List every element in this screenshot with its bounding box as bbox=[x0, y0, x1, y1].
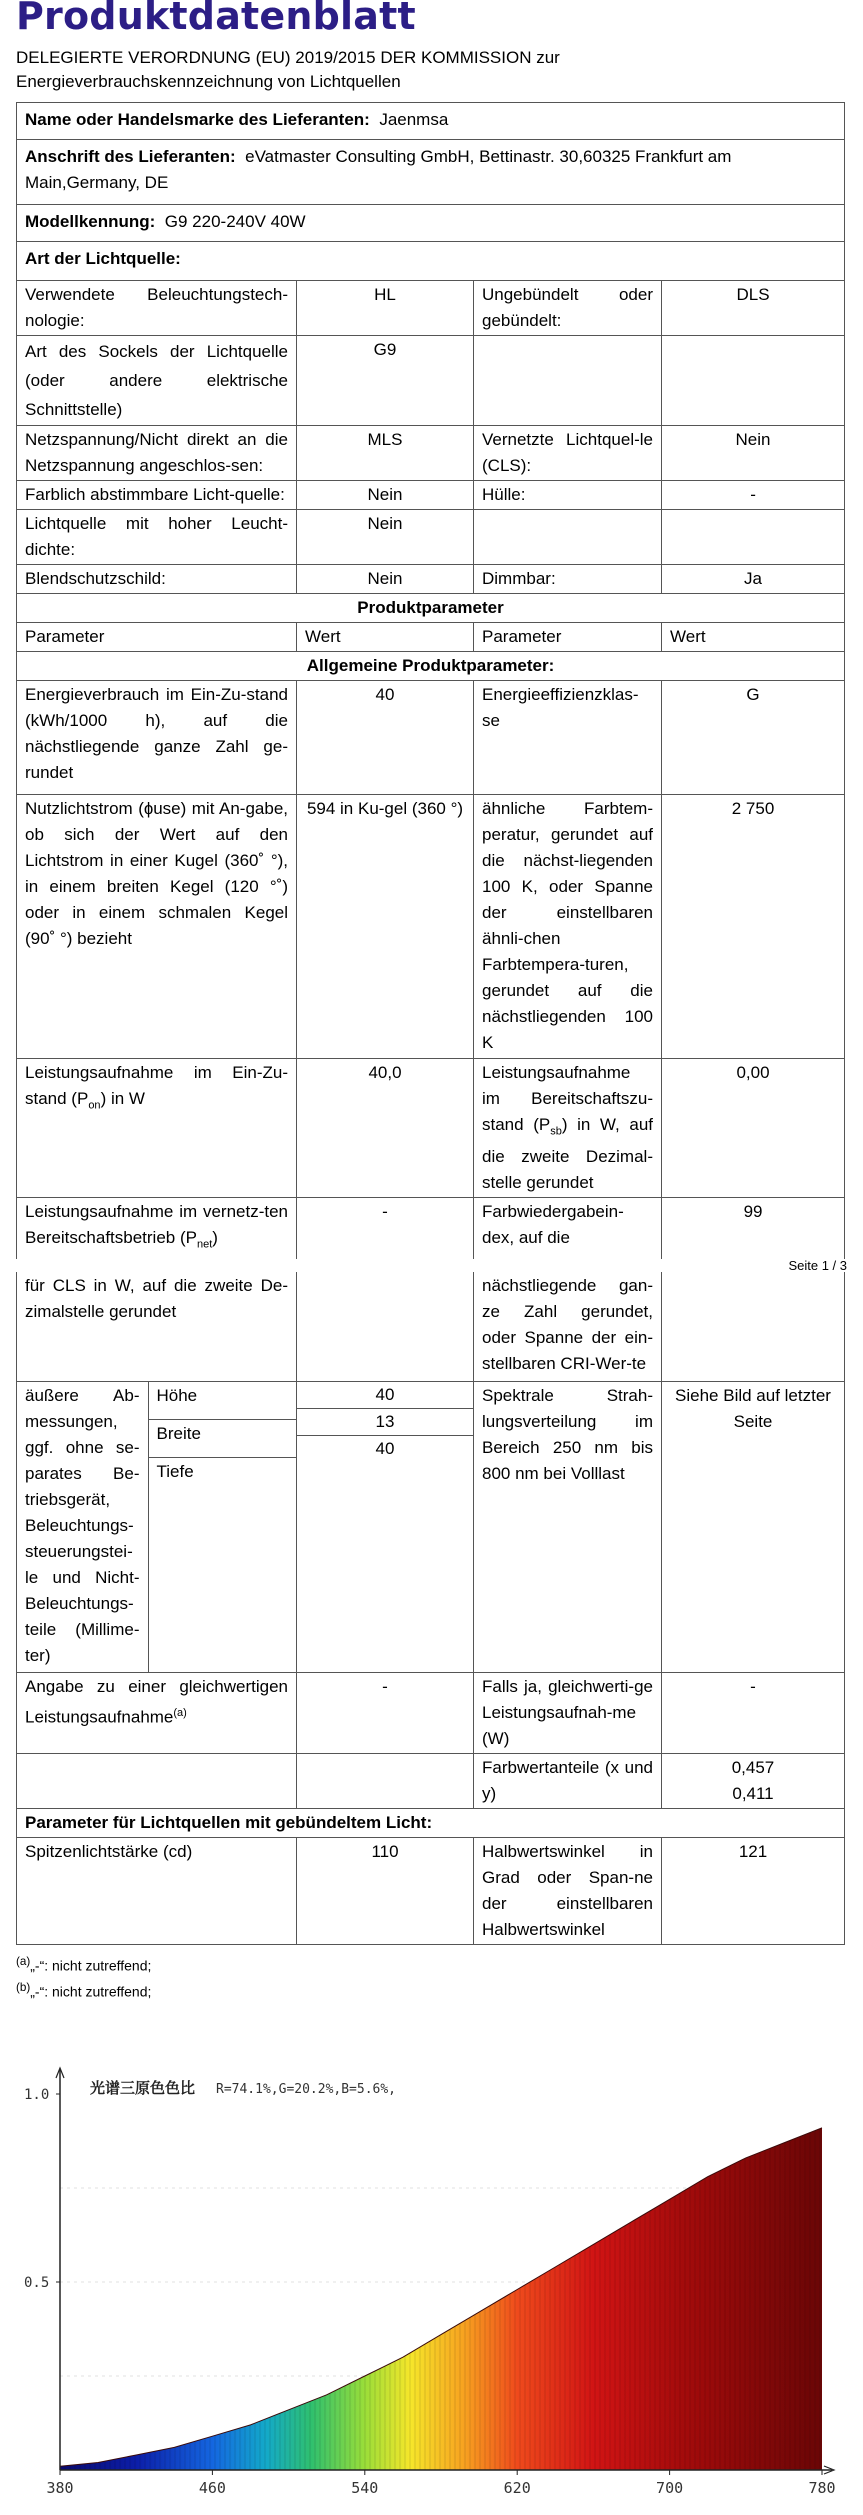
y-tick-label: 0.5 bbox=[24, 2275, 50, 2291]
dimensions-label: äußere Ab-messungen, ggf. ohne se-parates Be-triebsgerät, Beleuchtungs-steuerungstei-le und Nicht-Beleuchtungs-teile (Millime-ter) bbox=[17, 1382, 148, 1672]
footnote-text: „-“: nicht zutreffend; bbox=[30, 1957, 152, 1974]
param-label bbox=[474, 1059, 662, 1198]
intro-line-2: Energieverbrauchskennzeichnung von Lichtquellen bbox=[16, 72, 401, 91]
spectrum-chart-svg bbox=[16, 2036, 844, 2510]
address-label: Anschrift des Lieferanten: bbox=[25, 147, 236, 166]
dimension-value: 40 bbox=[375, 1439, 395, 1458]
type-label: Blendschutzschild: bbox=[17, 565, 297, 594]
column-header-row bbox=[17, 623, 845, 652]
chart-annotation: R=74.1%,G=20.2%,B=5.6%, bbox=[216, 2082, 397, 2097]
type-value: HL bbox=[297, 281, 474, 336]
type-label: Ungebündelt oder gebündelt: bbox=[474, 281, 662, 336]
param-label-text: Leistungsaufnahme im Ein-Zu-stand (P bbox=[25, 1063, 288, 1108]
dimension-key: Breite bbox=[148, 1419, 296, 1457]
type-label: Vernetzte Lichtquel-le (CLS): bbox=[474, 426, 662, 481]
subscript: on bbox=[88, 1099, 101, 1112]
param-value: G bbox=[662, 681, 845, 795]
param-label: Spektrale Strah-lungsverteilung im Bereich 250 nm bis 800 nm bei Volllast bbox=[474, 1382, 662, 1673]
intro-line-1: DELEGIERTE VERORDNUNG (EU) 2019/2015 DER KOMMISSION zur bbox=[16, 48, 560, 67]
type-value bbox=[662, 510, 845, 565]
param-label: ähnliche Farbtem-peratur, gerundet auf die nächst-liegenden 100 K, oder Spanne der einstellbaren ähnli-chen Farbtempera-turen, gerundet auf die nächstliegenden 100 K bbox=[474, 795, 662, 1059]
general-params-label: Allgemeine Produktparameter: bbox=[17, 652, 845, 681]
param-label: Halbwertswinkel in Grad oder Span-ne der einstellbaren Halbwertswinkel bbox=[474, 1838, 662, 1945]
footnote-ref: (a) bbox=[173, 1707, 187, 1719]
directional-header-row bbox=[17, 1809, 845, 1838]
param-label: Falls ja, gleichwerti-ge Leistungsaufnah-me (W) bbox=[474, 1673, 662, 1754]
footnote bbox=[16, 1977, 844, 2003]
type-value: MLS bbox=[297, 426, 474, 481]
datasheet-table-page-1 bbox=[16, 102, 844, 1259]
x-tick-label: 540 bbox=[351, 2479, 379, 2497]
type-label: Verwendete Beleuchtungstech-nologie: bbox=[17, 281, 297, 336]
param-row bbox=[17, 795, 845, 1059]
datasheet-table-page-2 bbox=[16, 1272, 844, 2002]
param-value: - bbox=[297, 1198, 474, 1259]
param-label: Energieeffizienzklas-se bbox=[474, 681, 662, 795]
light-type-label: Art der Lichtquelle: bbox=[17, 242, 845, 281]
light-type-header-row bbox=[17, 242, 845, 281]
model-row bbox=[17, 205, 845, 242]
y-tick-label: 1.0 bbox=[24, 2087, 50, 2103]
dimension-value: 13 bbox=[297, 1409, 473, 1436]
param-value: 2 750 bbox=[662, 795, 845, 1059]
type-value: G9 bbox=[297, 336, 474, 426]
footnote bbox=[16, 1951, 844, 1977]
type-row bbox=[17, 281, 845, 336]
directional-label: Parameter für Lichtquellen mit gebündeltem Licht: bbox=[17, 1809, 845, 1838]
param-label: Nutzlichtstrom (ɸuse) mit An-gabe, ob sich der Wert auf den Lichtstrom in einer Kugel (360˚ °), in einem breiten Kegel (120 °˚) oder in einem schmalen Kegel (90˚ °) bezieht bbox=[17, 795, 297, 1059]
dimension-key: Höhe bbox=[148, 1382, 296, 1419]
footnote-text: „-“: nicht zutreffend; bbox=[30, 1983, 152, 2000]
param-label-text: Leistungsaufnahme im Bereitschaftszu-stand (P bbox=[482, 1063, 653, 1134]
page-title: Produktdatenblatt bbox=[16, 0, 416, 38]
param-label: Farbwiedergabein-dex, auf die bbox=[474, 1198, 662, 1259]
param-label bbox=[17, 1059, 297, 1198]
type-value: Ja bbox=[662, 565, 845, 594]
page-number: Seite 1 / 3 bbox=[788, 1258, 847, 1273]
general-params-header-row bbox=[17, 652, 845, 681]
param-value: 594 in Ku-gel (360 °) bbox=[297, 795, 474, 1059]
type-value: DLS bbox=[662, 281, 845, 336]
param-value: 0,00 bbox=[662, 1059, 845, 1198]
x-tick-label: 460 bbox=[198, 2479, 226, 2497]
param-value: 121 bbox=[662, 1838, 845, 1945]
param-value: 110 bbox=[297, 1838, 474, 1945]
param-value: 40,0 bbox=[297, 1059, 474, 1198]
model-value: G9 220-240V 40W bbox=[164, 212, 306, 231]
param-row bbox=[17, 1754, 845, 1809]
type-label: Art des Sockels der Lichtquelle (oder andere elektrische Schnittstelle) bbox=[17, 336, 297, 426]
footnotes bbox=[16, 1951, 844, 2002]
column-header: Parameter bbox=[474, 623, 662, 652]
type-row bbox=[17, 565, 845, 594]
param-value: Siehe Bild auf letzter Seite bbox=[662, 1382, 845, 1673]
param-value bbox=[662, 1754, 845, 1809]
type-row bbox=[17, 481, 845, 510]
column-header: Wert bbox=[297, 623, 474, 652]
param-label: Spitzenlichtstärke (cd) bbox=[17, 1838, 297, 1945]
type-label: Dimmbar: bbox=[474, 565, 662, 594]
type-value: Nein bbox=[297, 565, 474, 594]
param-label-text: Leistungsaufnahme im vernetz-ten Bereitschaftsbetrieb (P bbox=[25, 1202, 288, 1248]
footnote-marker: (b) bbox=[16, 1980, 31, 1994]
regulation-intro bbox=[16, 46, 560, 94]
param-row bbox=[17, 681, 845, 795]
column-header: Parameter bbox=[17, 623, 297, 652]
param-row-continued bbox=[17, 1272, 845, 1382]
type-value: - bbox=[662, 481, 845, 510]
column-header: Wert bbox=[662, 623, 845, 652]
type-row bbox=[17, 510, 845, 565]
address-row bbox=[17, 140, 845, 205]
type-label: Netzspannung/Nicht direkt an die Netzspannung angeschlos-sen: bbox=[17, 426, 297, 481]
dimensions-subtable bbox=[17, 1382, 296, 1672]
x-tick-label: 780 bbox=[808, 2479, 836, 2497]
type-value: Nein bbox=[297, 510, 474, 565]
type-value: Nein bbox=[662, 426, 845, 481]
chroma-x: 0,457 bbox=[731, 1758, 775, 1777]
param-row bbox=[17, 1673, 845, 1754]
type-value: Nein bbox=[297, 481, 474, 510]
supplier-row bbox=[17, 103, 845, 140]
param-label-text: ) in W, auf die zweite Dezimal-stelle gerundet bbox=[482, 1115, 654, 1193]
supplier-label: Name oder Handelsmarke des Lieferanten: bbox=[25, 110, 370, 129]
supplier-value: Jaenmsa bbox=[379, 110, 449, 129]
subscript: sb bbox=[550, 1125, 562, 1138]
x-tick-label: 700 bbox=[656, 2479, 684, 2497]
param-label bbox=[17, 1673, 297, 1754]
param-label-text: ) in W bbox=[100, 1089, 145, 1108]
type-label: Lichtquelle mit hoher Leucht-dichte: bbox=[17, 510, 297, 565]
param-label: nächstliegende gan-ze Zahl gerundet, oder Spanne der ein-stellbaren CRI-Wer-te bbox=[474, 1272, 662, 1382]
param-label bbox=[17, 1198, 297, 1259]
param-row bbox=[17, 1059, 845, 1198]
footnote-marker: (a) bbox=[16, 1955, 31, 1968]
type-row bbox=[17, 426, 845, 481]
address-value: eVatmaster Consulting GmbH, Bettinastr. 30,60325 Frankfurt am Main,Germany, DE bbox=[25, 147, 732, 192]
type-label bbox=[474, 336, 662, 426]
dimension-value: 40 bbox=[297, 1382, 473, 1409]
param-row bbox=[17, 1838, 845, 1945]
param-label-text: ) bbox=[212, 1228, 218, 1248]
chroma-y: 0,411 bbox=[732, 1784, 774, 1803]
param-label-text: Angabe zu einer gleichwertigen Leistungsaufnahme bbox=[25, 1677, 288, 1727]
param-value: 40 bbox=[297, 681, 474, 795]
type-label bbox=[474, 510, 662, 565]
param-label: für CLS in W, auf die zweite De-zimalstelle gerundet bbox=[17, 1272, 297, 1382]
type-label: Farblich abstimmbare Licht-quelle: bbox=[17, 481, 297, 510]
dimensions-row bbox=[17, 1382, 845, 1673]
param-label: Farbwertanteile (x und y) bbox=[474, 1754, 662, 1809]
x-tick-label: 380 bbox=[46, 2479, 74, 2497]
type-row bbox=[17, 336, 845, 426]
subscript: net bbox=[196, 1238, 213, 1251]
x-tick-label: 620 bbox=[503, 2479, 531, 2497]
type-value bbox=[662, 336, 845, 426]
chart-title: 光谱三原色色比 bbox=[90, 2079, 196, 2097]
param-value: - bbox=[662, 1673, 845, 1754]
model-label: Modellkennung: bbox=[25, 212, 156, 231]
param-value: - bbox=[297, 1673, 474, 1754]
param-value: 99 bbox=[662, 1198, 845, 1259]
param-row bbox=[17, 1198, 845, 1259]
param-label: Energieverbrauch im Ein-Zu-stand (kWh/1000 h), auf die nächstliegende ganze Zahl ge-rundet bbox=[17, 681, 297, 795]
product-params-label: Produktparameter bbox=[17, 594, 845, 623]
product-params-header-row bbox=[17, 594, 845, 623]
spectrum-chart bbox=[16, 2036, 844, 2510]
dimension-key: Tiefe bbox=[156, 1462, 194, 1482]
type-label: Hülle: bbox=[474, 481, 662, 510]
